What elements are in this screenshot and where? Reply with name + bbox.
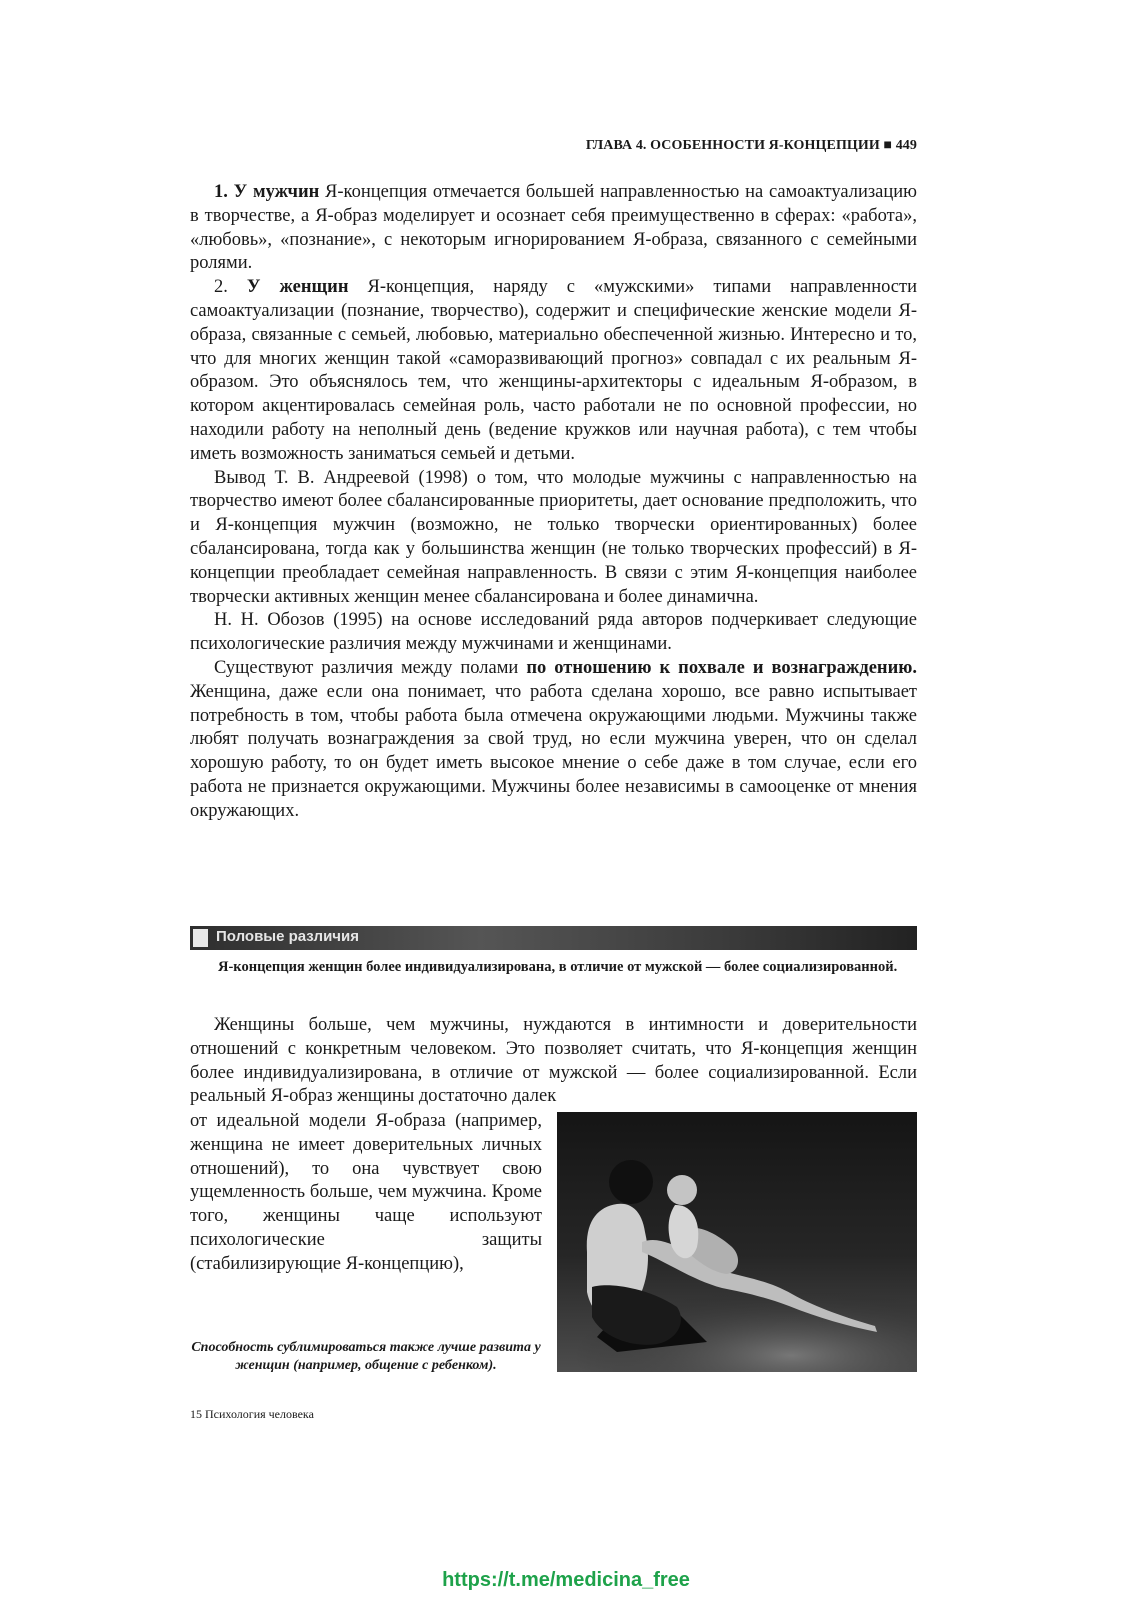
running-header — [190, 138, 917, 154]
paragraph-5-bold: по отношению к похвале и вознаграждению. — [526, 657, 917, 678]
paragraph-6-continued: от идеальной модели Я-образа (например, женщина не имеет доверительных личных отношений), то она чувствует свою ущемленность больше, чем мужчина. Кроме того, женщины чаще используют психологические защиты (стабилизирующие Я-концепцию), — [190, 1111, 542, 1274]
paragraph-5 — [190, 657, 917, 824]
photo-illustration — [557, 1112, 917, 1372]
paragraph-2-lead: У женщин — [246, 277, 349, 298]
watermark-link[interactable]: https://t.me/medicina_free — [442, 1569, 690, 1591]
sidebar-text: Я-концепция женщин более индивидуализирована, в отличие от мужской — более социализированной. — [218, 959, 898, 975]
main-text-bottom — [190, 1014, 917, 1109]
paragraph-5-text-b: Женщина, даже если она понимает, что работа сделана хорошо, все равно испытывает потребность в том, чтобы работа была отмечена окружающими людьми. Мужчины также любят получать вознаграждения за свой труд, но если мужчина уверен, что он сделал хорошую работу, то он будет иметь высокое мнение о себе даже в том случае, если его работа не признается окружающими. Мужчины более независимы в самооценке от мнения окружающих. — [190, 681, 917, 821]
paragraph-1 — [190, 181, 917, 276]
footer-signature: 15 Психология человека — [190, 1407, 314, 1421]
sidebar-title: Половые различия — [216, 928, 359, 945]
paragraph-5-text-a: Существуют различия между полами — [214, 657, 527, 678]
running-head-title: ГЛАВА 4. ОСОБЕННОСТИ Я-КОНЦЕПЦИИ — [585, 138, 880, 153]
wrapped-text — [190, 1110, 542, 1277]
paragraph-3: Вывод Т. В. Андреевой (1998) о том, что молодые мужчины с направленностью на творчество имеют более сбалансированные приоритеты, дает основание предположить, что и Я-концепция мужчин (возможно, не только творчески ориентированных) более сбалансирована, тогда как у большинства женщин (не только творческих профессий) в Я-концепции преобладает семейная направленность. В связи с этим Я-концепция наиболее творчески активных женщин менее сбалансирована и более динамична. — [190, 467, 917, 607]
paragraph-2 — [190, 276, 917, 466]
main-text-top — [190, 181, 917, 824]
mother-child-photo — [557, 1112, 917, 1372]
paragraph-1-lead: 1. У мужчин — [214, 182, 320, 202]
paragraph-6: Женщины больше, чем мужчины, нуждаются в интимности и доверительности отношений с конкретным человеком. Это позволяет считать, что Я-концепция женщин более индивидуализирована, в отличие от мужской — более социализированной. Если реальный Я-образ женщины достаточно далек — [190, 1015, 917, 1107]
sidebar-header-bar — [190, 926, 917, 950]
photo-caption: Способность сублимироваться также лучше развита у женщин (например, общение с ребенком). — [191, 1340, 541, 1373]
sidebar-square-icon — [193, 929, 208, 947]
paragraph-1-text: Я-концепция отмечается большей направленностью на самоактуализацию в творчестве, а Я-образ моделирует и осознает себя преимущественно в сферах: «работа», «любовь», «познание», с некоторым игнорированием Я-образа, связанного с семейными ролями. — [190, 182, 917, 274]
paragraph-2-number: 2. — [214, 277, 247, 298]
paragraph-4: Н. Н. Обозов (1995) на основе исследований ряда авторов подчеркивает следующие психологические различия между мужчинами и женщинами. — [190, 610, 917, 655]
header-marker: ■ — [883, 138, 893, 153]
page-number: 449 — [895, 138, 917, 153]
paragraph-2-text: Я-концепция, наряду с «мужскими» типами направленности самоактуализации (познание, творчество), содержит и специфические женские модели Я-образа, связанные с семьей, любовью, материально обеспеченной жизнью. Интересно и то, что для многих женщин такой «саморазвивающий прогноз» совпадал с их реальным Я-образом. Это объяснялось тем, что женщины-архитекторы с идеальным Я-образом, в котором акцентировалась семейная роль, часто работали не по основной профессии, но находили работу на неполный день (ведение кружков или научная работа), с тем чтобы иметь возможность заниматься семьей и детьми. — [190, 277, 917, 464]
